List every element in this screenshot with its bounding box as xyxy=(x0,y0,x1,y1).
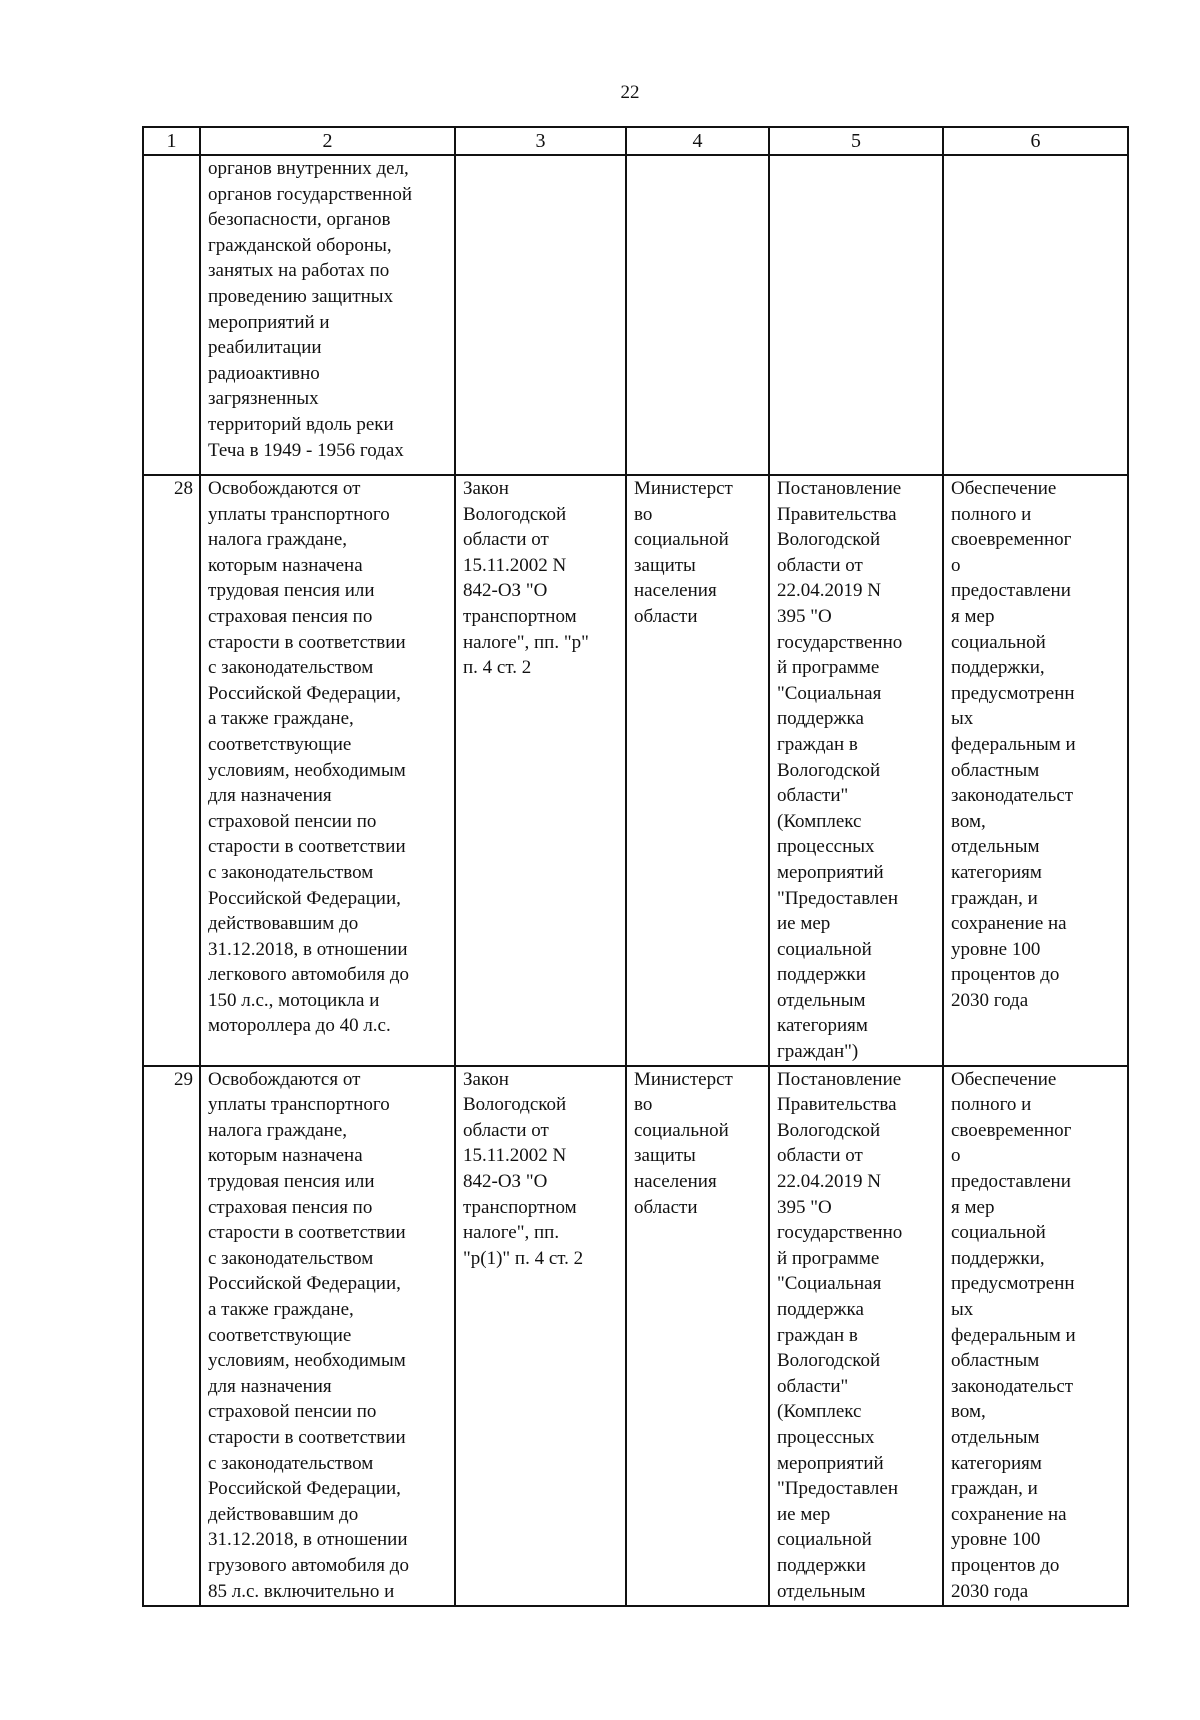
table-row xyxy=(143,1066,1128,1606)
cell-line: 395 "О xyxy=(777,605,832,627)
cell-line: Министерст xyxy=(634,1068,733,1090)
cell-line: процентов до xyxy=(951,964,1060,986)
cell-line: Освобождаются от xyxy=(208,478,361,499)
cell-line: областным xyxy=(951,759,1040,781)
cell-line: социальной xyxy=(777,1529,872,1551)
cell-line: а также граждане, xyxy=(208,708,354,730)
cell-line: налога граждане, xyxy=(208,529,348,551)
cell-line: Российской Федерации, xyxy=(208,1273,401,1295)
benefit-description-cell xyxy=(200,155,455,475)
cell-line: занятых на работах по xyxy=(208,260,390,282)
cell-line: области" xyxy=(777,785,849,807)
cell-line: (Комплекс xyxy=(777,810,862,832)
cell-line: защиты xyxy=(634,1145,696,1167)
cell-line: Правительства xyxy=(777,503,897,525)
cell-line: поддержка xyxy=(777,708,864,730)
cell-line: вом, xyxy=(951,1401,986,1423)
legal-basis-cell xyxy=(455,1066,626,1606)
cell-line: отдельным xyxy=(777,989,866,1011)
responsible-body-cell xyxy=(626,155,769,475)
cell-line: Вологодской xyxy=(777,1350,881,1372)
column-header: 2 xyxy=(200,127,455,155)
cell-line: 22.04.2019 N xyxy=(777,1171,881,1193)
benefit-description-cell xyxy=(200,1066,455,1606)
cell-line: "Социальная xyxy=(777,1273,882,1295)
cell-line: области от xyxy=(463,529,549,551)
cell-line: ие мер xyxy=(777,913,831,935)
cell-line: предусмотренн xyxy=(951,682,1075,704)
cell-line: государственно xyxy=(777,1222,903,1244)
cell-line: налоге", пп. "р" xyxy=(463,631,589,653)
cell-line: 842-ОЗ "О xyxy=(463,1171,548,1193)
cell-line: Министерст xyxy=(634,478,733,499)
cell-line: ых xyxy=(951,708,974,730)
cell-line: "Предоставлен xyxy=(777,887,899,909)
cell-line: мероприятий xyxy=(777,1452,884,1474)
cell-line: Закон xyxy=(463,478,509,499)
cell-line: социальной xyxy=(777,938,872,960)
cell-line: области xyxy=(634,1196,698,1218)
cell-line: с законодательством xyxy=(208,657,374,679)
cell-line: с законодательством xyxy=(208,1452,374,1474)
cell-line: соответствующие xyxy=(208,733,352,755)
table-header-row xyxy=(143,127,1128,155)
cell-line: 150 л.с., мотоцикла и xyxy=(208,989,380,1011)
cell-line: Российской Федерации, xyxy=(208,1478,401,1500)
cell-line: соответствующие xyxy=(208,1324,352,1346)
cell-line: 22.04.2019 N xyxy=(777,580,881,602)
cell-line: Вологодской xyxy=(777,1119,881,1141)
cell-line: уровне 100 xyxy=(951,938,1041,960)
cell-line: я мер xyxy=(951,605,995,627)
cell-line: мероприятий xyxy=(777,861,884,883)
row-number-cell: 29 xyxy=(143,1066,200,1606)
cell-line: старости в соответствии xyxy=(208,836,406,858)
cell-line: 15.11.2002 N xyxy=(463,554,567,576)
cell-line: области от xyxy=(777,554,863,576)
cell-line: государственно xyxy=(777,631,903,653)
cell-line: Вологодской xyxy=(777,529,881,551)
cell-line: 31.12.2018, в отношении xyxy=(208,1529,408,1551)
cell-line: а также граждане, xyxy=(208,1299,354,1320)
cell-line: гражданской обороны, xyxy=(208,234,392,256)
table-row xyxy=(143,155,1128,475)
cell-line: поддержки, xyxy=(951,657,1045,679)
cell-line: грузового автомобиля до xyxy=(208,1554,409,1576)
cell-line: реабилитации xyxy=(208,337,322,359)
cell-line: категориям xyxy=(951,861,1042,883)
cell-line: п. 4 ст. 2 xyxy=(463,657,532,679)
cell-line: проведению защитных xyxy=(208,285,394,307)
cell-line: налоге", пп. xyxy=(463,1222,560,1244)
cell-line: органов государственной xyxy=(208,183,413,205)
table-row xyxy=(143,475,1128,1066)
cell-line: (Комплекс xyxy=(777,1401,862,1423)
cell-line: страховая пенсия по xyxy=(208,1196,373,1218)
cell-line: ых xyxy=(951,1299,974,1320)
cell-line: которым назначена xyxy=(208,554,363,576)
cell-line: ие мер xyxy=(777,1503,831,1525)
cell-line: процессных xyxy=(777,836,875,858)
cell-line: действовавшим до xyxy=(208,1503,359,1525)
cell-line: областным xyxy=(951,1350,1040,1372)
cell-line: "Социальная xyxy=(777,682,882,704)
cell-line: населения xyxy=(634,1171,717,1193)
cell-line: Обеспечение xyxy=(951,1068,1057,1090)
cell-line: категориям xyxy=(777,1015,868,1037)
cell-line: отдельным xyxy=(951,836,1040,858)
cell-line: процессных xyxy=(777,1426,875,1448)
cell-line: граждан, и xyxy=(951,887,1038,909)
cell-line: предусмотренн xyxy=(951,1273,1075,1295)
cell-line: сохранение на xyxy=(951,1503,1067,1525)
cell-line: "Предоставлен xyxy=(777,1478,899,1500)
cell-line: граждан") xyxy=(777,1041,859,1063)
cell-line: 395 "О xyxy=(777,1196,832,1218)
column-header: 1 xyxy=(143,127,200,155)
cell-line: "р(1)" п. 4 ст. 2 xyxy=(463,1247,584,1269)
cell-line: о xyxy=(951,554,961,576)
cell-line: 31.12.2018, в отношении xyxy=(208,938,408,960)
cell-line: территорий вдоль реки xyxy=(208,413,394,435)
cell-line: населения xyxy=(634,580,717,602)
cell-line: мотороллера до 40 л.с. xyxy=(208,1015,391,1037)
cell-line: полного и xyxy=(951,503,1032,525)
cell-line: предоставлени xyxy=(951,1171,1071,1193)
cell-line: уплаты транспортного xyxy=(208,503,390,525)
cell-line: уплаты транспортного xyxy=(208,1094,390,1116)
cell-line: федеральным и xyxy=(951,1324,1076,1346)
cell-line: Вологодской xyxy=(777,759,881,781)
cell-line: Теча в 1949 - 1956 годах xyxy=(208,439,404,461)
cell-line: своевременног xyxy=(951,529,1072,551)
cell-line: законодательст xyxy=(951,1375,1074,1397)
cell-line: 2030 года xyxy=(951,1580,1029,1602)
responsible-body-cell xyxy=(626,475,769,1066)
cell-line: отдельным xyxy=(777,1580,866,1602)
cell-line: 15.11.2002 N xyxy=(463,1145,567,1167)
cell-line: й программе xyxy=(777,657,880,679)
cell-line: страховая пенсия по xyxy=(208,605,373,627)
cell-line: 85 л.с. включительно и xyxy=(208,1580,395,1602)
cell-line: с законодательством xyxy=(208,861,374,883)
cell-line: страховой пенсии по xyxy=(208,1401,377,1423)
cell-line: радиоактивно xyxy=(208,362,320,384)
cell-line: во xyxy=(634,503,653,525)
cell-line: загрязненных xyxy=(208,388,319,410)
cell-line: Вологодской xyxy=(463,503,567,525)
cell-line: законодательст xyxy=(951,785,1074,807)
cell-line: социальной xyxy=(951,631,1046,653)
row-number-cell: 28 xyxy=(143,475,200,1066)
cell-line: Российской Федерации, xyxy=(208,887,401,909)
cell-line: области" xyxy=(777,1375,849,1397)
cell-line: социальной xyxy=(634,1119,729,1141)
goal-cell xyxy=(943,1066,1128,1606)
cell-line: области от xyxy=(777,1145,863,1167)
cell-line: транспортном xyxy=(463,1196,577,1218)
cell-line: защиты xyxy=(634,554,696,576)
cell-line: во xyxy=(634,1094,653,1116)
program-cell xyxy=(769,155,943,475)
cell-line: старости в соответствии xyxy=(208,1222,406,1244)
cell-line: области от xyxy=(463,1119,549,1141)
cell-line: я мер xyxy=(951,1196,995,1218)
cell-line: поддержка xyxy=(777,1299,864,1320)
cell-line: полного и xyxy=(951,1094,1032,1116)
cell-line: органов внутренних дел, xyxy=(208,158,409,179)
cell-line: сохранение на xyxy=(951,913,1067,935)
cell-line: о xyxy=(951,1145,961,1167)
responsible-body-cell xyxy=(626,1066,769,1606)
cell-line: граждан в xyxy=(777,733,858,755)
cell-line: Закон xyxy=(463,1068,509,1090)
cell-line: которым назначена xyxy=(208,1145,363,1167)
cell-line: условиям, необходимым xyxy=(208,759,406,781)
cell-line: 842-ОЗ "О xyxy=(463,580,548,602)
cell-line: области xyxy=(634,605,698,627)
cell-line: социальной xyxy=(951,1222,1046,1244)
cell-line: отдельным xyxy=(951,1426,1040,1448)
cell-line: поддержки xyxy=(777,964,866,986)
cell-line: условиям, необходимым xyxy=(208,1350,406,1372)
cell-line: вом, xyxy=(951,810,986,832)
cell-line: легкового автомобиля до xyxy=(208,964,410,986)
cell-line: старости в соответствии xyxy=(208,631,406,653)
cell-line: старости в соответствии xyxy=(208,1426,406,1448)
benefit-description-cell xyxy=(200,475,455,1066)
cell-line: для назначения xyxy=(208,1375,332,1397)
benefits-table xyxy=(142,126,1129,1607)
program-cell xyxy=(769,1066,943,1606)
column-header: 4 xyxy=(626,127,769,155)
cell-line: процентов до xyxy=(951,1554,1060,1576)
cell-line: предоставлени xyxy=(951,580,1071,602)
cell-line: социальной xyxy=(634,529,729,551)
column-header: 5 xyxy=(769,127,943,155)
cell-line: Обеспечение xyxy=(951,478,1057,499)
cell-line: с законодательством xyxy=(208,1247,374,1269)
cell-line: федеральным и xyxy=(951,733,1076,755)
cell-line: Правительства xyxy=(777,1094,897,1116)
cell-line: транспортном xyxy=(463,605,577,627)
legal-basis-cell xyxy=(455,155,626,475)
cell-line: уровне 100 xyxy=(951,1529,1041,1551)
cell-line: граждан в xyxy=(777,1324,858,1346)
cell-line: трудовая пенсия или xyxy=(208,1171,375,1193)
cell-line: для назначения xyxy=(208,785,332,807)
cell-line: поддержки xyxy=(777,1554,866,1576)
column-header: 6 xyxy=(943,127,1128,155)
program-cell xyxy=(769,475,943,1066)
legal-basis-cell xyxy=(455,475,626,1066)
cell-line: Вологодской xyxy=(463,1094,567,1116)
cell-line: Постановление xyxy=(777,1068,902,1090)
cell-line: своевременног xyxy=(951,1119,1072,1141)
column-header: 3 xyxy=(455,127,626,155)
cell-line: страховой пенсии по xyxy=(208,810,377,832)
cell-line: граждан, и xyxy=(951,1478,1038,1500)
cell-line: налога граждане, xyxy=(208,1119,348,1141)
cell-line: мероприятий и xyxy=(208,311,330,333)
cell-line: безопасности, органов xyxy=(208,209,391,231)
cell-line: Освобождаются от xyxy=(208,1068,361,1090)
row-number-cell xyxy=(143,155,200,475)
goal-cell xyxy=(943,155,1128,475)
cell-line: й программе xyxy=(777,1247,880,1269)
cell-line: Постановление xyxy=(777,478,902,499)
cell-line: категориям xyxy=(951,1452,1042,1474)
page-number: 22 xyxy=(620,82,640,103)
goal-cell xyxy=(943,475,1128,1066)
cell-line: действовавшим до xyxy=(208,913,359,935)
cell-line: 2030 года xyxy=(951,989,1029,1011)
cell-line: трудовая пенсия или xyxy=(208,580,375,602)
cell-line: Российской Федерации, xyxy=(208,682,401,704)
cell-line: поддержки, xyxy=(951,1247,1045,1269)
